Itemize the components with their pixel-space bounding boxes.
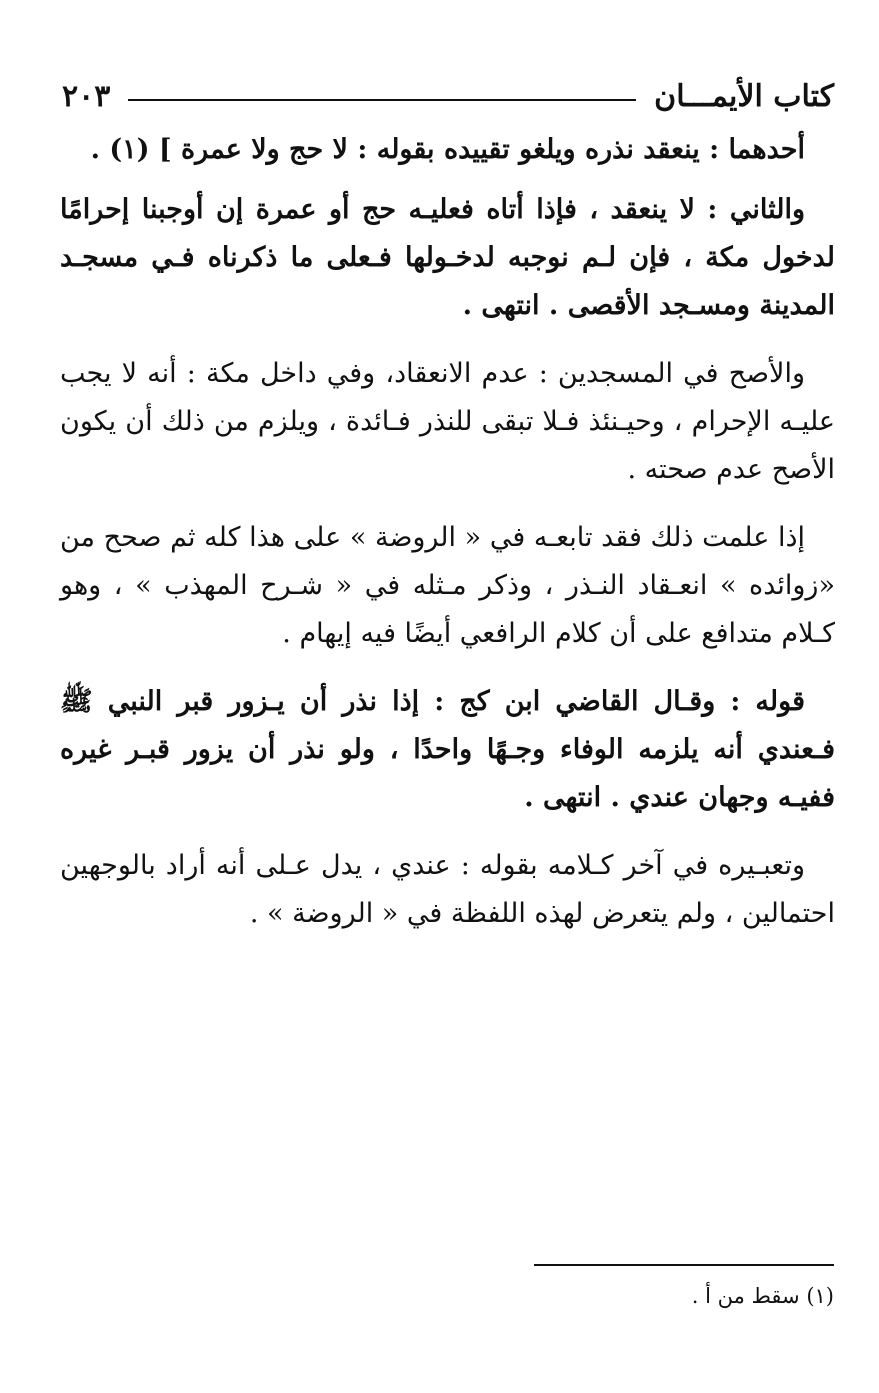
- page-body: [60, 126, 835, 958]
- page-number: ٢٠٣: [62, 78, 111, 114]
- paragraph-commentary: وتعبـيره في آخر كـلامه بقوله : عندي ، يدل عـلى أنه أراد بالوجهين احتمالين ، ولم يتعرض لهذه اللفظة في « الروضة » .: [60, 850, 835, 929]
- running-header: [62, 68, 834, 124]
- paragraph-rawda-note: إذا علمت ذلك فقد تابعـه في « الروضة » على هذا كله ثم صحح من «زوائده » انعـقاد النـذر ، وذكر مـثله في « شـرح المهذب » ، وهو كـلام متدافع على أن كلام الرافعي أيضًا فيه إيهام .: [60, 522, 835, 649]
- footnote-rule: [534, 1264, 834, 1266]
- paragraph-qadi-quote: قوله : وقـال القاضي ابن كج : إذا نذر أن يـزور قبر النبي ﷺ فـعندي أنه يلزمه الوفاء وجـهًا واحدًا ، ولو نذر أن يزور قبـر غيره ففيـه وجهان عندي . انتهى .: [60, 686, 835, 813]
- paragraph-second-opinion: والثاني : لا ينعقد ، فإذا أتاه فعليـه حج أو عمرة إن أوجبنا إحرامًا لدخول مكة ، فإن لـم نوجبه لدخـولها فـعلى ما ذكرناه فـي مسجـد المدينة ومسـجد الأقصى . انتهى .: [60, 194, 835, 321]
- paragraph-first-opinion: أحدهما : ينعقد نذره ويلغو تقييده بقوله : لا حج ولا عمرة ] (١) .: [90, 134, 805, 165]
- header-rule: [128, 99, 636, 101]
- footnote: (١) سقط من أ .: [691, 1284, 834, 1308]
- chapter-title: كتاب الأيمـــان: [654, 78, 834, 114]
- paragraph-correct-view: والأصح في المسجدين : عدم الانعقاد، وفي داخل مكة : أنه لا يجب عليـه الإحرام ، وحيـنئذ فـلا تبقى للنذر فـائدة ، ويلزم من ذلك أن يكون الأصح عدم صحته .: [60, 358, 835, 485]
